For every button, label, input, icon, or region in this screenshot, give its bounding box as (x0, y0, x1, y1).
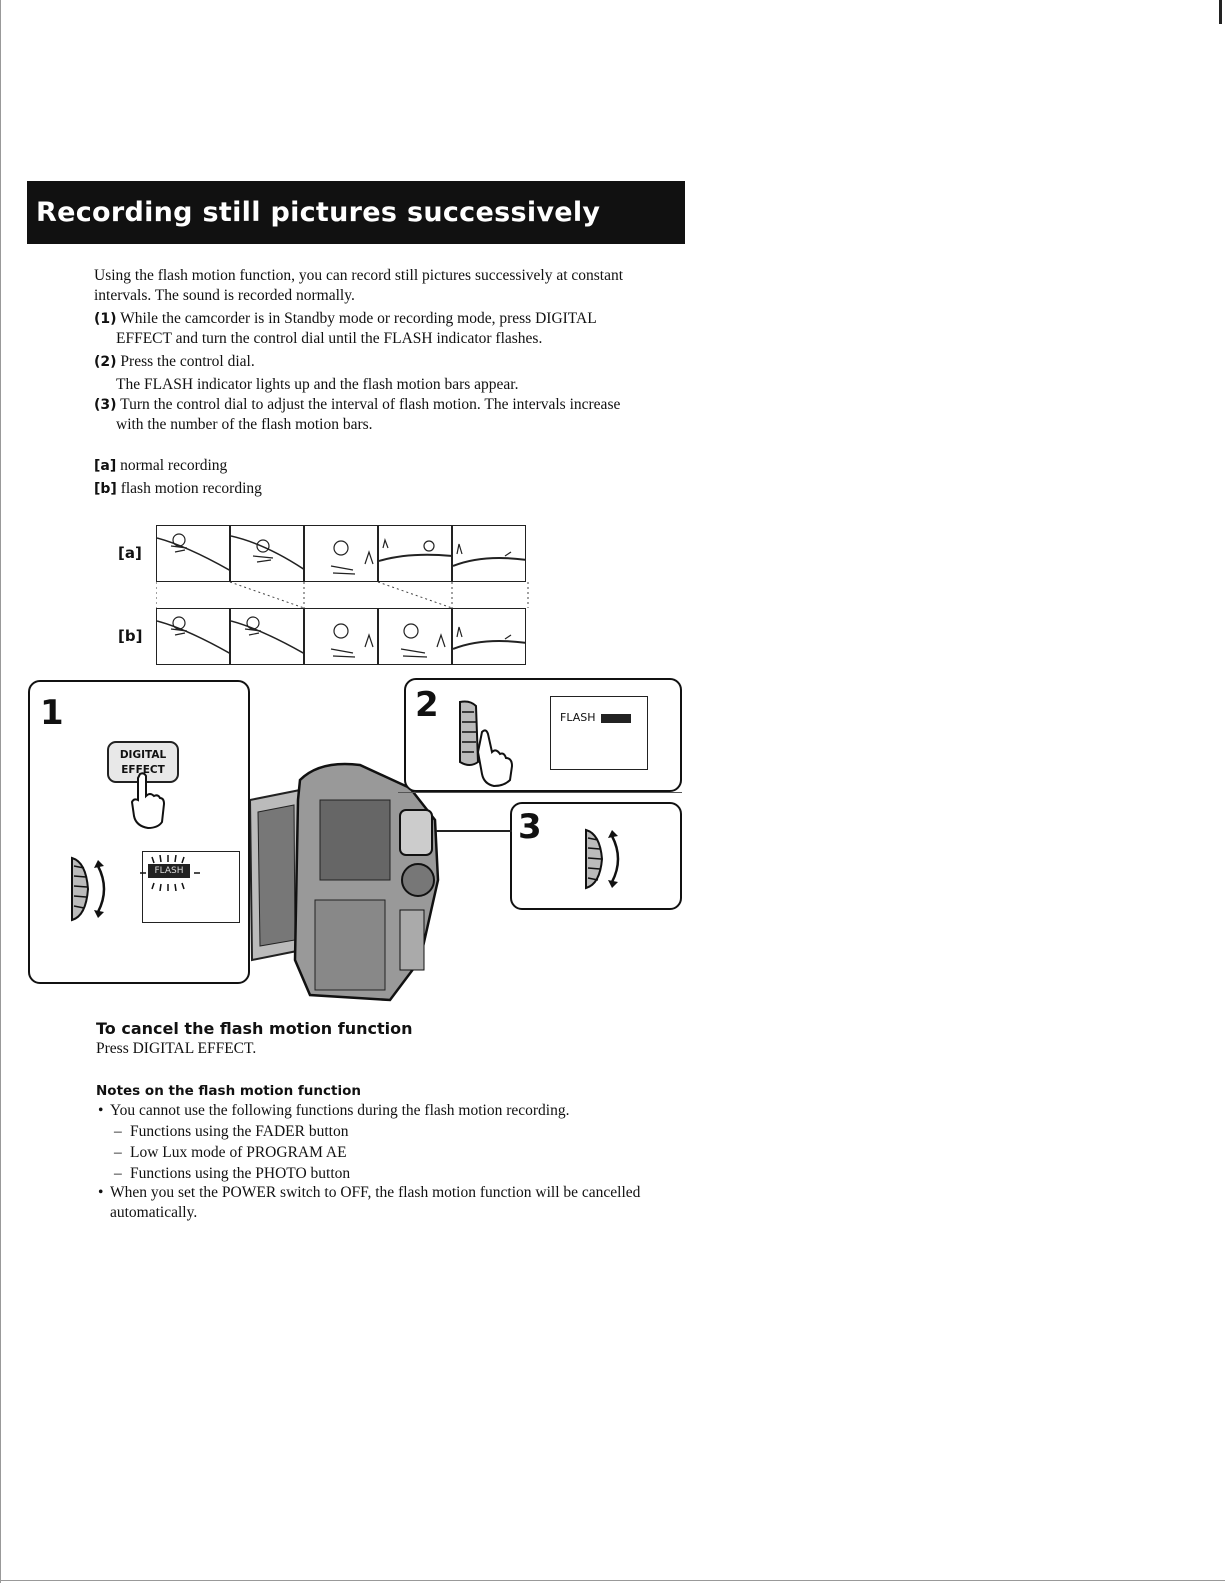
legend-a (94, 456, 227, 476)
notes-bullet-2-line2: automatically. (110, 1204, 198, 1221)
panel-3-number: 3 (518, 807, 542, 847)
legend-b-text: flash motion recording (120, 480, 262, 497)
bullet-dot-icon: • (98, 1184, 104, 1201)
step-2-line2: The FLASH indicator lights up and the flash motion bars appear. (116, 376, 519, 393)
row-a-label: [a] (118, 544, 142, 562)
dash-icon: – (114, 1144, 122, 1161)
step-1-line1: While the camcorder is in Standby mode or recording mode, press DIGITAL (120, 310, 597, 327)
notes-sub-item-2 (114, 1143, 347, 1163)
leader-line-panel3 (436, 830, 512, 832)
flash-motion-bars-icon (601, 714, 631, 723)
notes-sub-item-3-text: Functions using the PHOTO button (130, 1165, 351, 1182)
frame-a-2 (230, 525, 304, 582)
step-2-line1: Press the control dial. (120, 353, 255, 370)
legend-a-text: normal recording (120, 457, 228, 474)
notes-bullet-2 (98, 1183, 718, 1223)
notes-sub-item-1 (114, 1122, 348, 1142)
frame-b-4 (378, 608, 452, 665)
frame-a-1 (156, 525, 230, 582)
control-dial-icon (68, 854, 116, 924)
cancel-heading: To cancel the flash motion function (96, 1019, 413, 1038)
legend-b (94, 479, 262, 499)
frame-b-5 (452, 608, 526, 665)
notes-sub-item-3 (114, 1164, 350, 1184)
frame-b-2 (230, 608, 304, 665)
frame-b-3 (304, 608, 378, 665)
notes-bullet-2-line1: When you set the POWER switch to OFF, the flash motion function will be cancelled (110, 1184, 641, 1201)
flash-indicator-lit (560, 711, 631, 725)
notes-sub-item-2-text: Low Lux mode of PROGRAM AE (130, 1144, 347, 1161)
frame-b-1 (156, 608, 230, 665)
legend-a-tag: [a] (94, 458, 117, 474)
step-3-line1: Turn the control dial to adjust the interval of flash motion. The intervals increase (120, 396, 621, 413)
frame-a-3 (304, 525, 378, 582)
page-edge-bottom (0, 1580, 1225, 1581)
row-b-label: [b] (118, 627, 143, 645)
panel-2-number: 2 (415, 685, 439, 725)
leader-line-panel2 (398, 792, 682, 793)
page-edge-right (1219, 0, 1222, 24)
cancel-text: Press DIGITAL EFFECT. (96, 1040, 257, 1057)
notes-heading: Notes on the flash motion function (96, 1083, 361, 1099)
page-edge-left (0, 0, 1, 1583)
turn-dial-icon (582, 826, 630, 892)
flash-indicator-blinking: FLASH (148, 864, 190, 878)
camcorder-illustration (240, 760, 450, 1005)
notes-bullet-1-text: You cannot use the following functions during the flash motion recording. (110, 1102, 570, 1119)
frame-connector-lines (156, 582, 530, 608)
press-dial-hand-icon (456, 696, 520, 788)
frame-a-5 (452, 525, 526, 582)
step-3-line2: with the number of the flash motion bars. (116, 416, 373, 433)
bullet-dot-icon: • (98, 1102, 104, 1119)
button-label-line1: DIGITAL (119, 749, 167, 761)
notes-sub-item-1-text: Functions using the FADER button (130, 1123, 349, 1140)
viewfinder-display-2 (550, 696, 648, 770)
notes-bullet-1 (98, 1101, 569, 1121)
flash-display-label: FLASH (560, 711, 596, 724)
frame-a-4 (378, 525, 452, 582)
step-3 (94, 395, 694, 435)
page-title: Recording still pictures successively (27, 181, 685, 244)
pointing-hand-icon (128, 772, 168, 830)
step-1 (94, 309, 694, 349)
step-1-line2: EFFECT and turn the control dial until the FLASH indicator flashes. (116, 330, 543, 347)
step-2 (94, 352, 694, 395)
step-2-number: (2) (94, 354, 117, 370)
dash-icon: – (114, 1165, 122, 1182)
legend-b-tag: [b] (94, 481, 117, 497)
step-3-number: (3) (94, 397, 117, 413)
panel-1-number: 1 (40, 693, 64, 733)
dash-icon: – (114, 1123, 122, 1140)
button-label-line2: EFFECT (121, 764, 165, 776)
step-1-number: (1) (94, 311, 117, 327)
intro-text: Using the flash motion function, you can record still pictures successively at constant intervals. The sound is recorded normally. (94, 267, 624, 304)
